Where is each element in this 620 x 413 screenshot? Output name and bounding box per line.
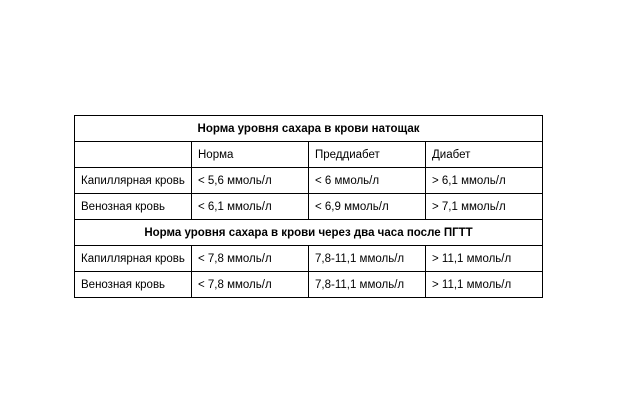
- section-title-ogtt: Норма уровня сахара в крови через два часа после ПГТТ: [75, 220, 543, 246]
- column-header-row: [75, 142, 543, 168]
- table-row: [75, 246, 543, 272]
- column-header-empty: [75, 142, 192, 168]
- cell-norm: < 7,8 ммоль/л: [192, 272, 309, 298]
- cell-norm: < 5,6 ммоль/л: [192, 168, 309, 194]
- cell-prediabetes: < 6,9 ммоль/л: [309, 194, 426, 220]
- column-header-prediabetes: Преддиабет: [309, 142, 426, 168]
- cell-prediabetes: < 6 ммоль/л: [309, 168, 426, 194]
- section-title-row-ogtt: [75, 220, 543, 246]
- cell-diabetes: > 7,1 ммоль/л: [426, 194, 543, 220]
- row-label-capillary: Капиллярная кровь: [75, 168, 192, 194]
- cell-prediabetes: 7,8-11,1 ммоль/л: [309, 246, 426, 272]
- cell-norm: < 6,1 ммоль/л: [192, 194, 309, 220]
- cell-prediabetes: 7,8-11,1 ммоль/л: [309, 272, 426, 298]
- cell-diabetes: > 11,1 ммоль/л: [426, 246, 543, 272]
- cell-norm: < 7,8 ммоль/л: [192, 246, 309, 272]
- column-header-diabetes: Диабет: [426, 142, 543, 168]
- blood-sugar-table: [74, 115, 543, 298]
- table-row: [75, 194, 543, 220]
- table-row: [75, 272, 543, 298]
- row-label-venous: Венозная кровь: [75, 194, 192, 220]
- cell-diabetes: > 6,1 ммоль/л: [426, 168, 543, 194]
- section-title-fasting: Норма уровня сахара в крови натощак: [75, 116, 543, 142]
- row-label-venous: Венозная кровь: [75, 272, 192, 298]
- section-title-row-fasting: [75, 116, 543, 142]
- column-header-norm: Норма: [192, 142, 309, 168]
- cell-diabetes: > 11,1 ммоль/л: [426, 272, 543, 298]
- table-row: [75, 168, 543, 194]
- row-label-capillary: Капиллярная кровь: [75, 246, 192, 272]
